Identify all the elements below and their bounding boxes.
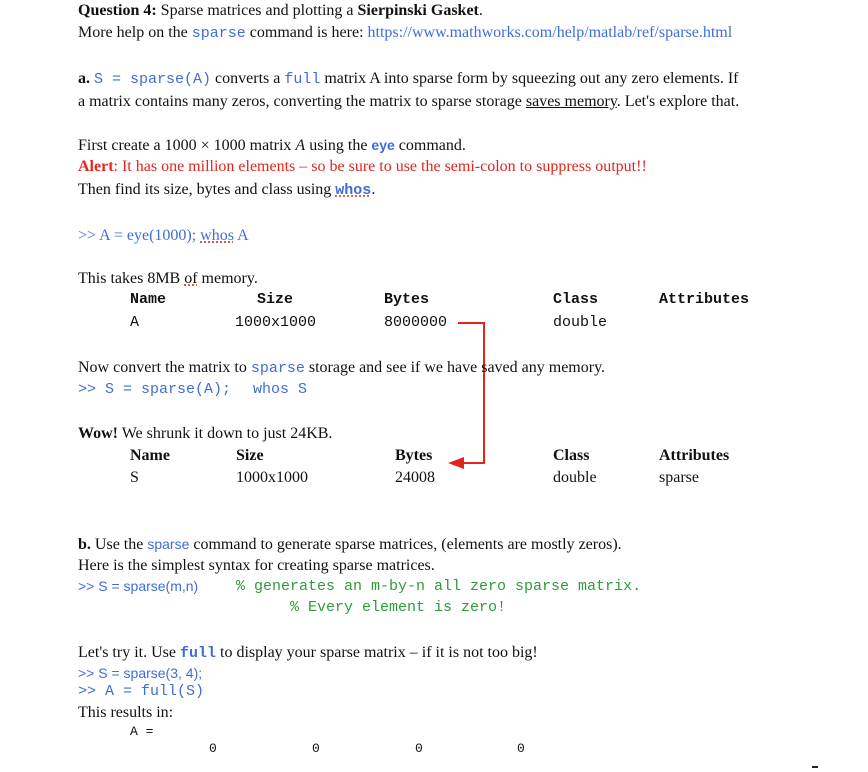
create-text: First create a 1000 × 1000 matrix <box>78 137 296 154</box>
alert-label: Alert <box>78 158 114 175</box>
t2-cell-name: S <box>130 469 139 486</box>
output-label: A = <box>130 724 154 739</box>
t1-header-class: Class <box>553 291 599 308</box>
try-full-cmd: full <box>179 645 216 662</box>
t2-cell-size: 1000x1000 <box>236 469 308 486</box>
t1-cell-size: 1000x1000 <box>235 314 317 331</box>
convert-line <box>78 359 605 377</box>
cmd2-code: S = sparse(A); <box>105 381 232 398</box>
t1-cell-name: A <box>130 314 140 331</box>
bytes-comparison-arrow <box>440 315 500 475</box>
edge-mark <box>812 766 818 768</box>
help-mid: command is here: <box>245 24 368 41</box>
sparse-syntax-code: >> S = sparse(m,n) <box>78 578 199 594</box>
output-zero: 0 <box>312 741 320 756</box>
matrix-var: A <box>295 137 306 154</box>
t1-cell-class: double <box>553 314 608 331</box>
title-bold-gasket: Sierpinski Gasket <box>357 2 479 19</box>
part-b-line1 <box>78 536 622 554</box>
try-line <box>78 644 538 662</box>
t2-header-attributes: Attributes <box>659 447 730 464</box>
alert-text: : It has one million elements – so be sure to use the semi-colon to suppress output!! <box>113 158 647 175</box>
part-a-label: a. <box>78 70 90 87</box>
t1-header-attributes: Attributes <box>659 291 750 308</box>
command-eye-end: A <box>233 227 249 244</box>
t2-header-name: Name <box>130 447 170 464</box>
t1-header-name: Name <box>130 291 167 308</box>
t1-header-bytes: Bytes <box>384 291 430 308</box>
syntax-comment-2: % Every element is zero! <box>290 599 507 616</box>
t2-cell-attributes: sparse <box>659 469 699 486</box>
create-mid: using the <box>305 137 372 154</box>
convert-cmd: sparse <box>250 360 305 377</box>
convert-text: Now convert the matrix to <box>78 359 251 376</box>
wow-bold: Wow! <box>78 425 118 442</box>
part-a-line2-end: . Let's explore that. <box>616 93 740 110</box>
code-sparse-a: S = sparse(A) <box>94 71 212 88</box>
then-text: Then find its size, bytes and class using <box>78 181 336 198</box>
command-eye <box>78 227 249 245</box>
try-code-2: >> A = full(S) <box>78 683 205 700</box>
help-line <box>78 24 732 42</box>
part-b-end: command to generate sparse matrices, (elements are mostly zeros). <box>189 536 622 553</box>
create-end: command. <box>394 137 466 154</box>
command-sparse <box>78 381 307 398</box>
try-code-1: >> S = sparse(3, 4); <box>78 665 203 681</box>
part-b-cmd: sparse <box>147 536 190 552</box>
memory-text: This takes 8MB <box>78 270 185 287</box>
part-a-line2 <box>78 93 739 111</box>
part-b-text: Use the <box>90 536 148 553</box>
command-whos: whos <box>200 227 234 244</box>
t2-header-bytes: Bytes <box>395 447 433 464</box>
help-text: More help on the <box>78 24 192 41</box>
create-line <box>78 137 466 155</box>
title-end: . <box>478 2 483 19</box>
output-zero: 0 <box>209 741 217 756</box>
whos-cmd: whos <box>335 182 372 199</box>
saves-memory-underlined: saves memory <box>525 93 617 110</box>
title-bold: Question 4: <box>78 2 157 19</box>
wow-text: We shrunk it down to just 24KB. <box>118 425 333 442</box>
try-text: Let's try it. Use <box>78 644 180 661</box>
help-cmd: sparse <box>191 25 246 42</box>
memory-line <box>78 270 258 288</box>
part-b-label: b. <box>78 536 91 553</box>
output-zero: 0 <box>415 741 423 756</box>
question-title <box>78 2 483 20</box>
t2-header-class: Class <box>553 447 590 464</box>
convert-end: storage and see if we have saved any memory. <box>304 359 606 376</box>
part-a-line1 <box>78 70 738 88</box>
part-a-text2: matrix A into sparse form by squeezing out any zero elements. If <box>320 70 739 87</box>
help-url-link[interactable]: https://www.mathworks.com/help/matlab/ref/sparse.html <box>367 24 733 41</box>
code-full: full <box>284 71 321 88</box>
part-a-line2-text: a matrix contains many zeros, converting the matrix to sparse storage <box>78 93 526 110</box>
then-end: . <box>371 181 376 198</box>
results-label: This results in: <box>78 704 174 721</box>
part-b-line2: Here is the simplest syntax for creating sparse matrices. <box>78 557 435 574</box>
output-zero: 0 <box>517 741 525 756</box>
title-text: Sparse matrices and plotting a <box>156 2 358 19</box>
then-line <box>78 181 375 199</box>
t2-header-size: Size <box>236 447 264 464</box>
part-a-text1: converts a <box>211 70 285 87</box>
t1-cell-bytes: 8000000 <box>384 314 448 331</box>
command-eye-text: >> A = eye(1000); <box>78 227 201 244</box>
cmd2-prompt: >> <box>78 381 106 398</box>
eye-cmd: eye <box>371 137 395 153</box>
syntax-comment-1: % generates an m-by-n all zero sparse matrix. <box>236 578 642 595</box>
wow-line <box>78 425 332 443</box>
cmd2-whos: whos S <box>253 381 308 398</box>
t2-cell-bytes: 24008 <box>395 469 435 486</box>
t1-header-size: Size <box>257 291 294 308</box>
memory-of: of <box>184 270 198 287</box>
memory-end: memory. <box>197 270 258 287</box>
alert-line <box>78 158 647 176</box>
try-end: to display your sparse matrix – if it is not too big! <box>216 644 538 661</box>
t2-cell-class: double <box>553 469 597 486</box>
